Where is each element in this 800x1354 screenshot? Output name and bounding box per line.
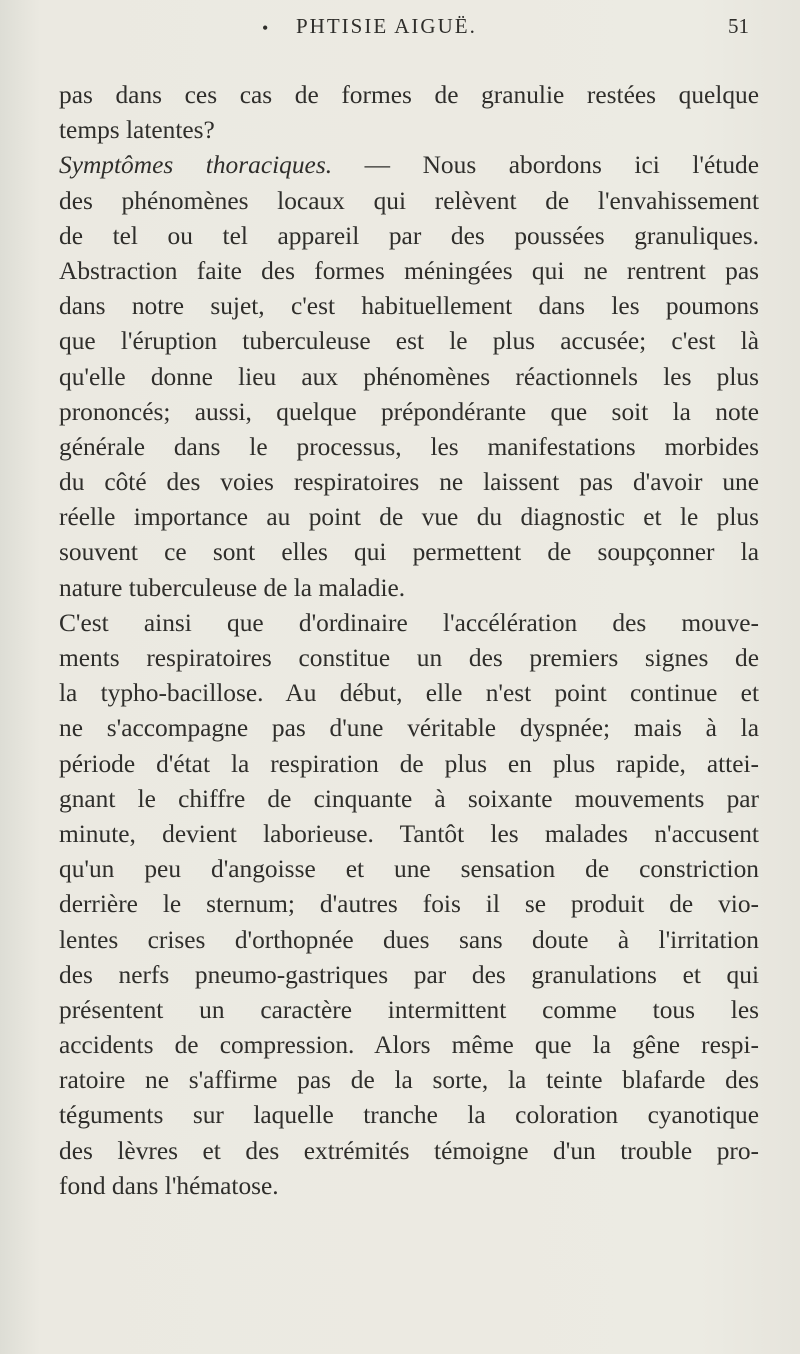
text-line: temps latentes? xyxy=(59,116,215,145)
text-line: dans notre sujet, c'est habituellement dans les poumons xyxy=(59,292,759,321)
text-line: période d'état la respiration de plus en plus rapide, attei- xyxy=(59,749,759,778)
text-line: fond dans l'hématose. xyxy=(59,1171,279,1200)
text-line: pas dans ces cas de formes de granulie restées quelque xyxy=(59,81,759,109)
text-line: accidents de compression. Alors même que la gêne respi- xyxy=(59,1031,759,1060)
page-number: 51 xyxy=(728,14,749,38)
text-line: derrière le sternum; d'autres fois il se produit de vio- xyxy=(59,890,759,919)
text-line: ments respiratoires constitue un des premiers signes de xyxy=(59,644,759,672)
text-line: qu'un peu d'angoisse et une sensation de constriction xyxy=(59,855,759,884)
text-line: générale dans le processus, les manifestations morbides xyxy=(59,432,759,461)
text-line: C'est ainsi que d'ordinaire l'accélération des mouve- xyxy=(59,608,759,637)
text-line: qu'elle donne lieu aux phénomènes réactionnels les plus xyxy=(59,362,759,391)
text-line-section-start xyxy=(59,148,759,183)
text-line: Abstraction faite des formes méningées qui ne rentrent pas xyxy=(59,256,759,285)
text-line: gnant le chiffre de cinquante à soixante mouvements par xyxy=(59,784,759,813)
text-line: des lèvres et des extrémités témoigne d'un trouble pro- xyxy=(59,1136,759,1165)
text-line: prononcés; aussi, quelque prépondérante que soit la note xyxy=(59,397,759,426)
text-line: téguments sur laquelle tranche la coloration cyanotique xyxy=(59,1101,759,1130)
text-line: que l'éruption tuberculeuse est le plus accusée; c'est là xyxy=(59,327,759,356)
text-line: réelle importance au point de vue du diagnostic et le plus xyxy=(59,503,759,532)
section-title-continuation: — Nous abordons ici l'étude xyxy=(332,151,759,180)
text-line: nature tuberculeuse de la maladie. xyxy=(59,573,406,602)
text-line: du côté des voies respiratoires ne laissent pas d'avoir une xyxy=(59,468,759,497)
text-line: présentent un caractère intermittent comme tous les xyxy=(59,995,759,1024)
text-line: des phénomènes locaux qui relèvent de l'envahissement xyxy=(59,186,759,215)
text-line: lentes crises d'orthopnée dues sans doute à l'irritation xyxy=(59,925,759,954)
text-line: minute, devient laborieuse. Tantôt les malades n'accusent xyxy=(59,819,759,848)
text-line: ratoire ne s'affirme pas de la sorte, la teinte blafarde des xyxy=(59,1066,759,1095)
body-text xyxy=(59,78,759,1204)
text-line: des nerfs pneumo-gastriques par des granulations et qui xyxy=(59,960,759,989)
header-bullet: • xyxy=(262,18,269,38)
running-head: PHTISIE AIGUË. xyxy=(296,14,477,38)
text-line: de tel ou tel appareil par des poussées granuliques. xyxy=(59,221,759,250)
text-line: ne s'accompagne pas d'une véritable dyspnée; mais à la xyxy=(59,714,759,743)
page-header xyxy=(0,14,800,54)
text-line: souvent ce sont elles qui permettent de soupçonner la xyxy=(59,538,759,567)
section-title: Symptômes thoraciques. xyxy=(59,151,333,180)
text-line: la typho-bacillose. Au début, elle n'est point continue et xyxy=(59,679,759,708)
